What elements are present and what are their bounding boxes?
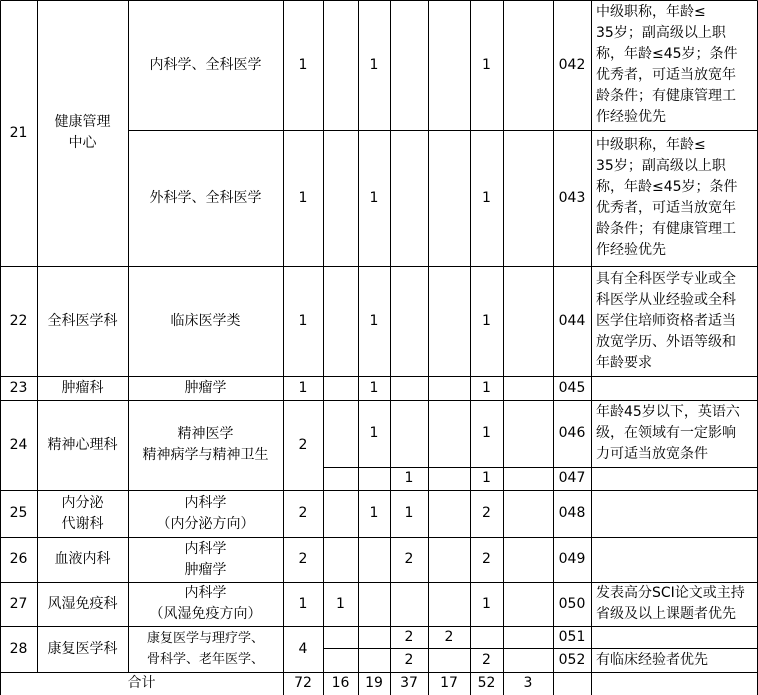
cell-c5: 2 — [482, 551, 491, 567]
department-name: 健康管理 中心 — [54, 114, 111, 151]
cell-c2: 1 — [369, 505, 379, 521]
cell-total: 1 — [298, 379, 308, 396]
totals-label: 合计 — [127, 675, 156, 691]
cell-code: 047 — [558, 470, 586, 486]
cell-code: 048 — [558, 505, 586, 521]
major-name: 临床医学类 — [170, 312, 241, 329]
cell-c5: 1 — [482, 470, 491, 486]
cell-c3: 2 — [404, 551, 414, 567]
cell-c3: 2 — [404, 628, 414, 645]
totals-c5: 52 — [477, 675, 496, 691]
cell-c2: 1 — [369, 379, 379, 396]
department-name: 肿瘤科 — [61, 379, 104, 396]
cell-total: 1 — [298, 595, 308, 612]
row-number: 26 — [9, 551, 28, 567]
department-name: 内分泌 代谢科 — [61, 494, 104, 532]
major-name: 内科学、全科医学 — [149, 56, 262, 73]
cell-note: 发表高分SCI论文或主持 省级及以上课题者优先 — [596, 585, 745, 622]
department-name: 血液内科 — [54, 551, 111, 567]
cell-note: 中级职称，年龄≤ 35岁；副高级以上职 称，年龄≤45岁；条件 优秀者，可适当放宽年 龄条件；有健康管理工 作经验优先 — [596, 4, 738, 125]
totals-c1: 16 — [331, 675, 350, 691]
cell-code: 049 — [558, 551, 586, 567]
major-name: 康复医学与理疗学、 骨科学、老年医学、 — [146, 631, 264, 667]
cell-code: 051 — [558, 628, 586, 645]
cell-total: 2 — [298, 551, 308, 567]
cell-c5: 2 — [482, 505, 491, 521]
cell-c2: 1 — [369, 425, 379, 441]
major-name: 精神医学 精神病学与精神卫生 — [142, 426, 269, 463]
cell-c3: 2 — [404, 651, 414, 668]
cell-c5: 1 — [482, 189, 491, 206]
cell-total: 2 — [298, 436, 308, 453]
cell-c3: 1 — [404, 470, 414, 486]
totals-c6: 3 — [523, 675, 533, 691]
row-number: 24 — [9, 436, 28, 453]
major-name: 外科学、全科医学 — [149, 189, 262, 206]
major-name: 肿瘤学 — [184, 379, 227, 396]
cell-total: 1 — [298, 312, 308, 329]
row-number: 22 — [9, 312, 28, 329]
cell-code: 044 — [558, 312, 586, 329]
cell-code: 050 — [558, 595, 586, 612]
department-name: 全科医学科 — [47, 312, 118, 329]
cell-code: 042 — [558, 56, 586, 73]
cell-note: 有临床经验者优先 — [596, 651, 708, 668]
row-number: 25 — [9, 505, 28, 521]
totals-c4: 17 — [440, 675, 458, 691]
cell-c2: 1 — [369, 56, 379, 73]
major-name: 内科学 （内分泌方向） — [156, 494, 255, 532]
totals-c3: 37 — [400, 675, 418, 691]
cell-code: 045 — [558, 379, 586, 396]
cell-total: 2 — [298, 505, 308, 521]
cell-code: 046 — [558, 425, 586, 441]
cell-total: 1 — [298, 189, 308, 206]
cell-c2: 1 — [369, 189, 379, 206]
row-number: 23 — [9, 379, 28, 396]
cell-note: 具有全科医学专业或全 科医学从业经验或全科 医学住培师资格者适当 放宽学历、外语等级和 年龄要求 — [596, 270, 736, 371]
cell-c5: 1 — [482, 56, 491, 73]
department-name: 精神心理科 — [47, 436, 118, 453]
cell-total: 1 — [298, 56, 308, 73]
department-name: 风湿免疫科 — [47, 595, 118, 612]
department-name: 康复医学科 — [47, 640, 118, 657]
totals-total: 72 — [294, 675, 312, 691]
cell-c5: 1 — [482, 425, 491, 441]
major-name: 内科学 肿瘤学 — [184, 540, 227, 578]
row-number: 21 — [9, 124, 28, 141]
row-number: 28 — [9, 640, 28, 657]
row-number: 27 — [9, 595, 28, 612]
cell-c5: 2 — [482, 651, 491, 668]
cell-c1: 1 — [336, 595, 345, 612]
cell-c5: 1 — [482, 312, 491, 329]
cell-note: 年龄45岁以下，英语六 级，在领域有一定影响 力可适当放宽条件 — [596, 404, 740, 462]
cell-c4: 2 — [444, 628, 454, 645]
cell-code: 043 — [558, 189, 586, 206]
cell-c5: 1 — [482, 379, 491, 396]
cell-total: 4 — [298, 640, 308, 657]
cell-c3: 1 — [404, 505, 414, 521]
totals-c2: 19 — [365, 675, 383, 691]
cell-code: 052 — [558, 651, 586, 668]
major-name: 内科学 （风湿免疫方向） — [149, 585, 262, 622]
cell-c5: 1 — [482, 595, 491, 612]
cell-note: 中级职称，年龄≤ 35岁；副高级以上职 称，年龄≤45岁；条件 优秀者，可适当放宽年 龄条件；有健康管理工 作经验优先 — [596, 137, 738, 258]
cell-c2: 1 — [369, 312, 379, 329]
